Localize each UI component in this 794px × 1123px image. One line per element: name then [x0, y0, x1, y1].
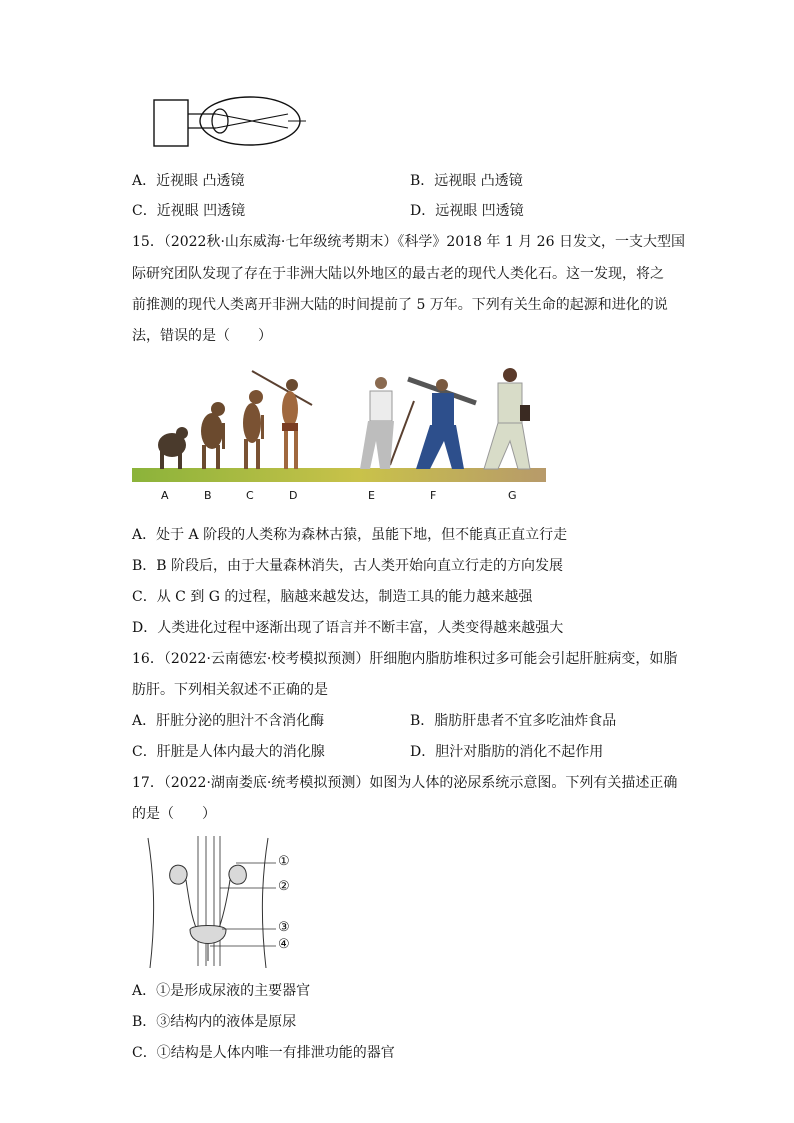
q16-option-b: B．脂肪肝患者不宜多吃油炸食品: [410, 713, 617, 729]
figure-label-a: A: [161, 489, 169, 502]
q17-option-a: A．①是形成尿液的主要器官: [132, 983, 311, 999]
q15-stem-line-2: 际研究团队发现了存在于非洲大陆以外地区的最古老的现代人类化石。这一发现，将之: [132, 266, 664, 282]
eye-lens-diagram: [148, 92, 310, 152]
stage-g-figure: [484, 368, 530, 469]
q16-option-d: D．胆汁对脂肪的消化不起作用: [410, 744, 604, 760]
q15-stem-line-3: 前推测的现代人类离开非洲大陆的时间提前了 5 万年。下列有关生命的起源和进化的说: [132, 297, 668, 313]
label-circle-2: ②: [278, 879, 290, 894]
label-circle-1: ①: [278, 854, 290, 869]
q17-option-c: C．①结构是人体内唯一有排泄功能的器官: [132, 1045, 395, 1061]
q16-option-a: A．肝脏分泌的胆汁不含消化酶: [132, 713, 325, 729]
q14-option-a: A．近视眼 凸透镜: [132, 173, 245, 189]
figure-label-e: E: [368, 489, 375, 502]
q16-stem-line-1: 16．（2022·云南德宏·校考模拟预测）肝细胞内脂肪堆积过多可能会引起肝脏病变，如脂: [132, 651, 678, 667]
figure-label-f: F: [430, 489, 437, 502]
stage-b-figure: [201, 402, 225, 469]
q14-option-d: D．远视眼 凹透镜: [410, 203, 524, 219]
figure-label-b: B: [204, 489, 212, 502]
stage-e-figure: [360, 377, 414, 469]
q14-option-c: C．近视眼 凹透镜: [132, 203, 246, 219]
stage-a-figure: [158, 427, 188, 469]
q16-stem-line-2: 肪肝。下列相关叙述不正确的是: [132, 682, 328, 698]
q15-stem-line-1: 15．（2022秋·山东威海·七年级统考期末）《科学》2018 年 1 月 26 日发文，一支大型国: [132, 234, 685, 250]
q17-stem-line-1: 17．（2022·湖南娄底·统考模拟预测）如图为人体的泌尿系统示意图。下列有关描述正确: [132, 775, 678, 791]
label-circle-4: ④: [278, 937, 290, 952]
q15-option-a: A．处于 A 阶段的人类称为森林古猿，虽能下地，但不能真正直立行走: [132, 527, 568, 543]
stage-f-figure: [408, 379, 476, 469]
q17-stem-line-2: 的是（ ）: [132, 806, 216, 822]
figure-label-d: D: [289, 489, 298, 502]
figure-label-g: G: [508, 489, 517, 502]
q17-option-b: B．③结构内的液体是原尿: [132, 1014, 297, 1030]
human-evolution-illustration: [132, 365, 546, 485]
q15-option-d: D．人类进化过程中逐渐出现了语言并不断丰富，人类变得越来越强大: [132, 620, 564, 636]
figure-label-c: C: [246, 489, 254, 502]
q15-option-c: C．从 C 到 G 的过程，脑越来越发达，制造工具的能力越来越强: [132, 589, 533, 605]
label-circle-3: ③: [278, 920, 290, 935]
q15-option-b: B．B 阶段后，由于大量森林消失，古人类开始向直立行走的方向发展: [132, 558, 564, 574]
q16-option-c: C．肝脏是人体内最大的消化腺: [132, 744, 325, 760]
stage-c-figure: [243, 390, 264, 469]
q14-option-b: B．远视眼 凸透镜: [410, 173, 523, 189]
q15-stem-line-4: 法，错误的是（ ）: [132, 328, 272, 344]
